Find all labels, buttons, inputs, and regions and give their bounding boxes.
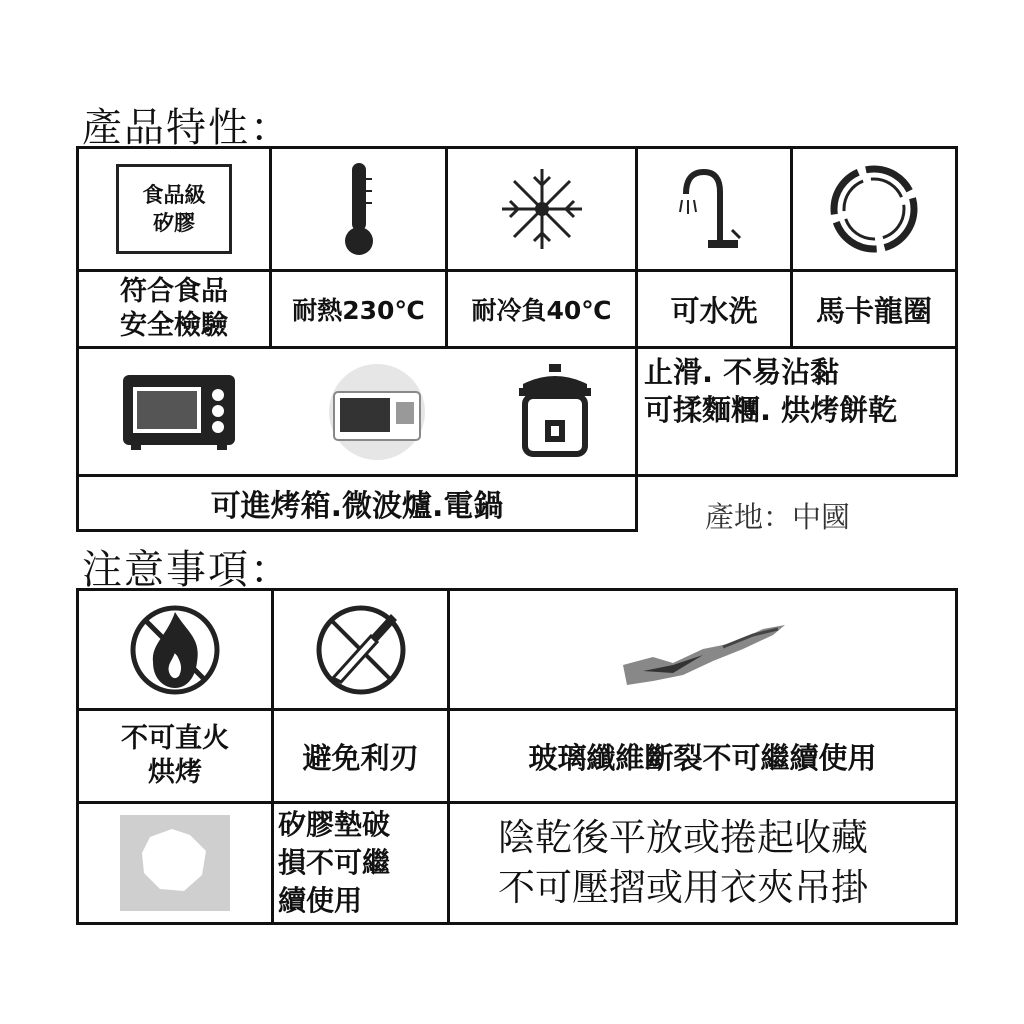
macaron-ring-icon (826, 161, 922, 257)
thermometer-cell (269, 146, 448, 272)
washable-label: 可水洗 (635, 269, 793, 349)
torn-fiber-label: 玻璃纖維斷裂不可繼續使用 (447, 708, 958, 804)
torn-mat-cell (76, 801, 274, 925)
torn-fiber-cell (447, 588, 958, 711)
benefit-non-slip: 止滑. 不易沾黏 (644, 355, 840, 389)
food-grade-badge-icon (116, 164, 232, 254)
features-heading: 產品特性： (82, 105, 292, 151)
origin-label: 產地：中國 (705, 500, 851, 534)
torn-mat-icon (120, 815, 230, 911)
rice-cooker-icon (517, 362, 593, 462)
appliances-cell (76, 346, 638, 477)
macaron-ring-cell (790, 146, 958, 272)
faucet-cell (635, 146, 793, 272)
appliances-label: 可進烤箱.微波爐.電鍋 (76, 474, 638, 532)
snowflake-cell (445, 146, 638, 272)
no-knife-icon (313, 602, 409, 698)
storage-line-1: 陰乾後平放或捲起收藏 (498, 816, 868, 859)
no-knife-cell (271, 588, 450, 711)
microwave-icon (322, 362, 432, 462)
cautions-heading: 注意事項： (82, 547, 292, 593)
benefits-cell (635, 346, 958, 477)
storage-line-2: 不可壓摺或用衣夾吊掛 (498, 866, 868, 909)
storage-cell (447, 801, 958, 925)
snowflake-icon (497, 164, 587, 254)
no-fire-icon (127, 602, 223, 698)
no-fire-label: 不可直火 烘烤 (76, 708, 274, 804)
benefit-kneading: 可揉麵糰. 烘烤餅乾 (644, 393, 898, 427)
macaron-ring-label: 馬卡龍圈 (790, 269, 958, 349)
badge-line-2: 矽膠 (153, 211, 195, 235)
heat-resistance-label: 耐熱230℃ (269, 269, 448, 349)
cold-resistance-label: 耐冷負40℃ (445, 269, 638, 349)
thermometer-icon (339, 159, 379, 259)
no-fire-cell (76, 588, 274, 711)
faucet-icon (674, 164, 754, 254)
badge-line-1: 食品級 (142, 183, 206, 207)
torn-fiber-icon (613, 605, 793, 695)
torn-mat-label: 矽膠墊破 損不可繼 續使用 (271, 801, 450, 925)
food-safety-label: 符合食品 安全檢驗 (76, 269, 272, 349)
oven-icon (121, 373, 237, 451)
no-knife-label: 避免利刃 (271, 708, 450, 804)
food-grade-badge-cell (76, 146, 272, 272)
